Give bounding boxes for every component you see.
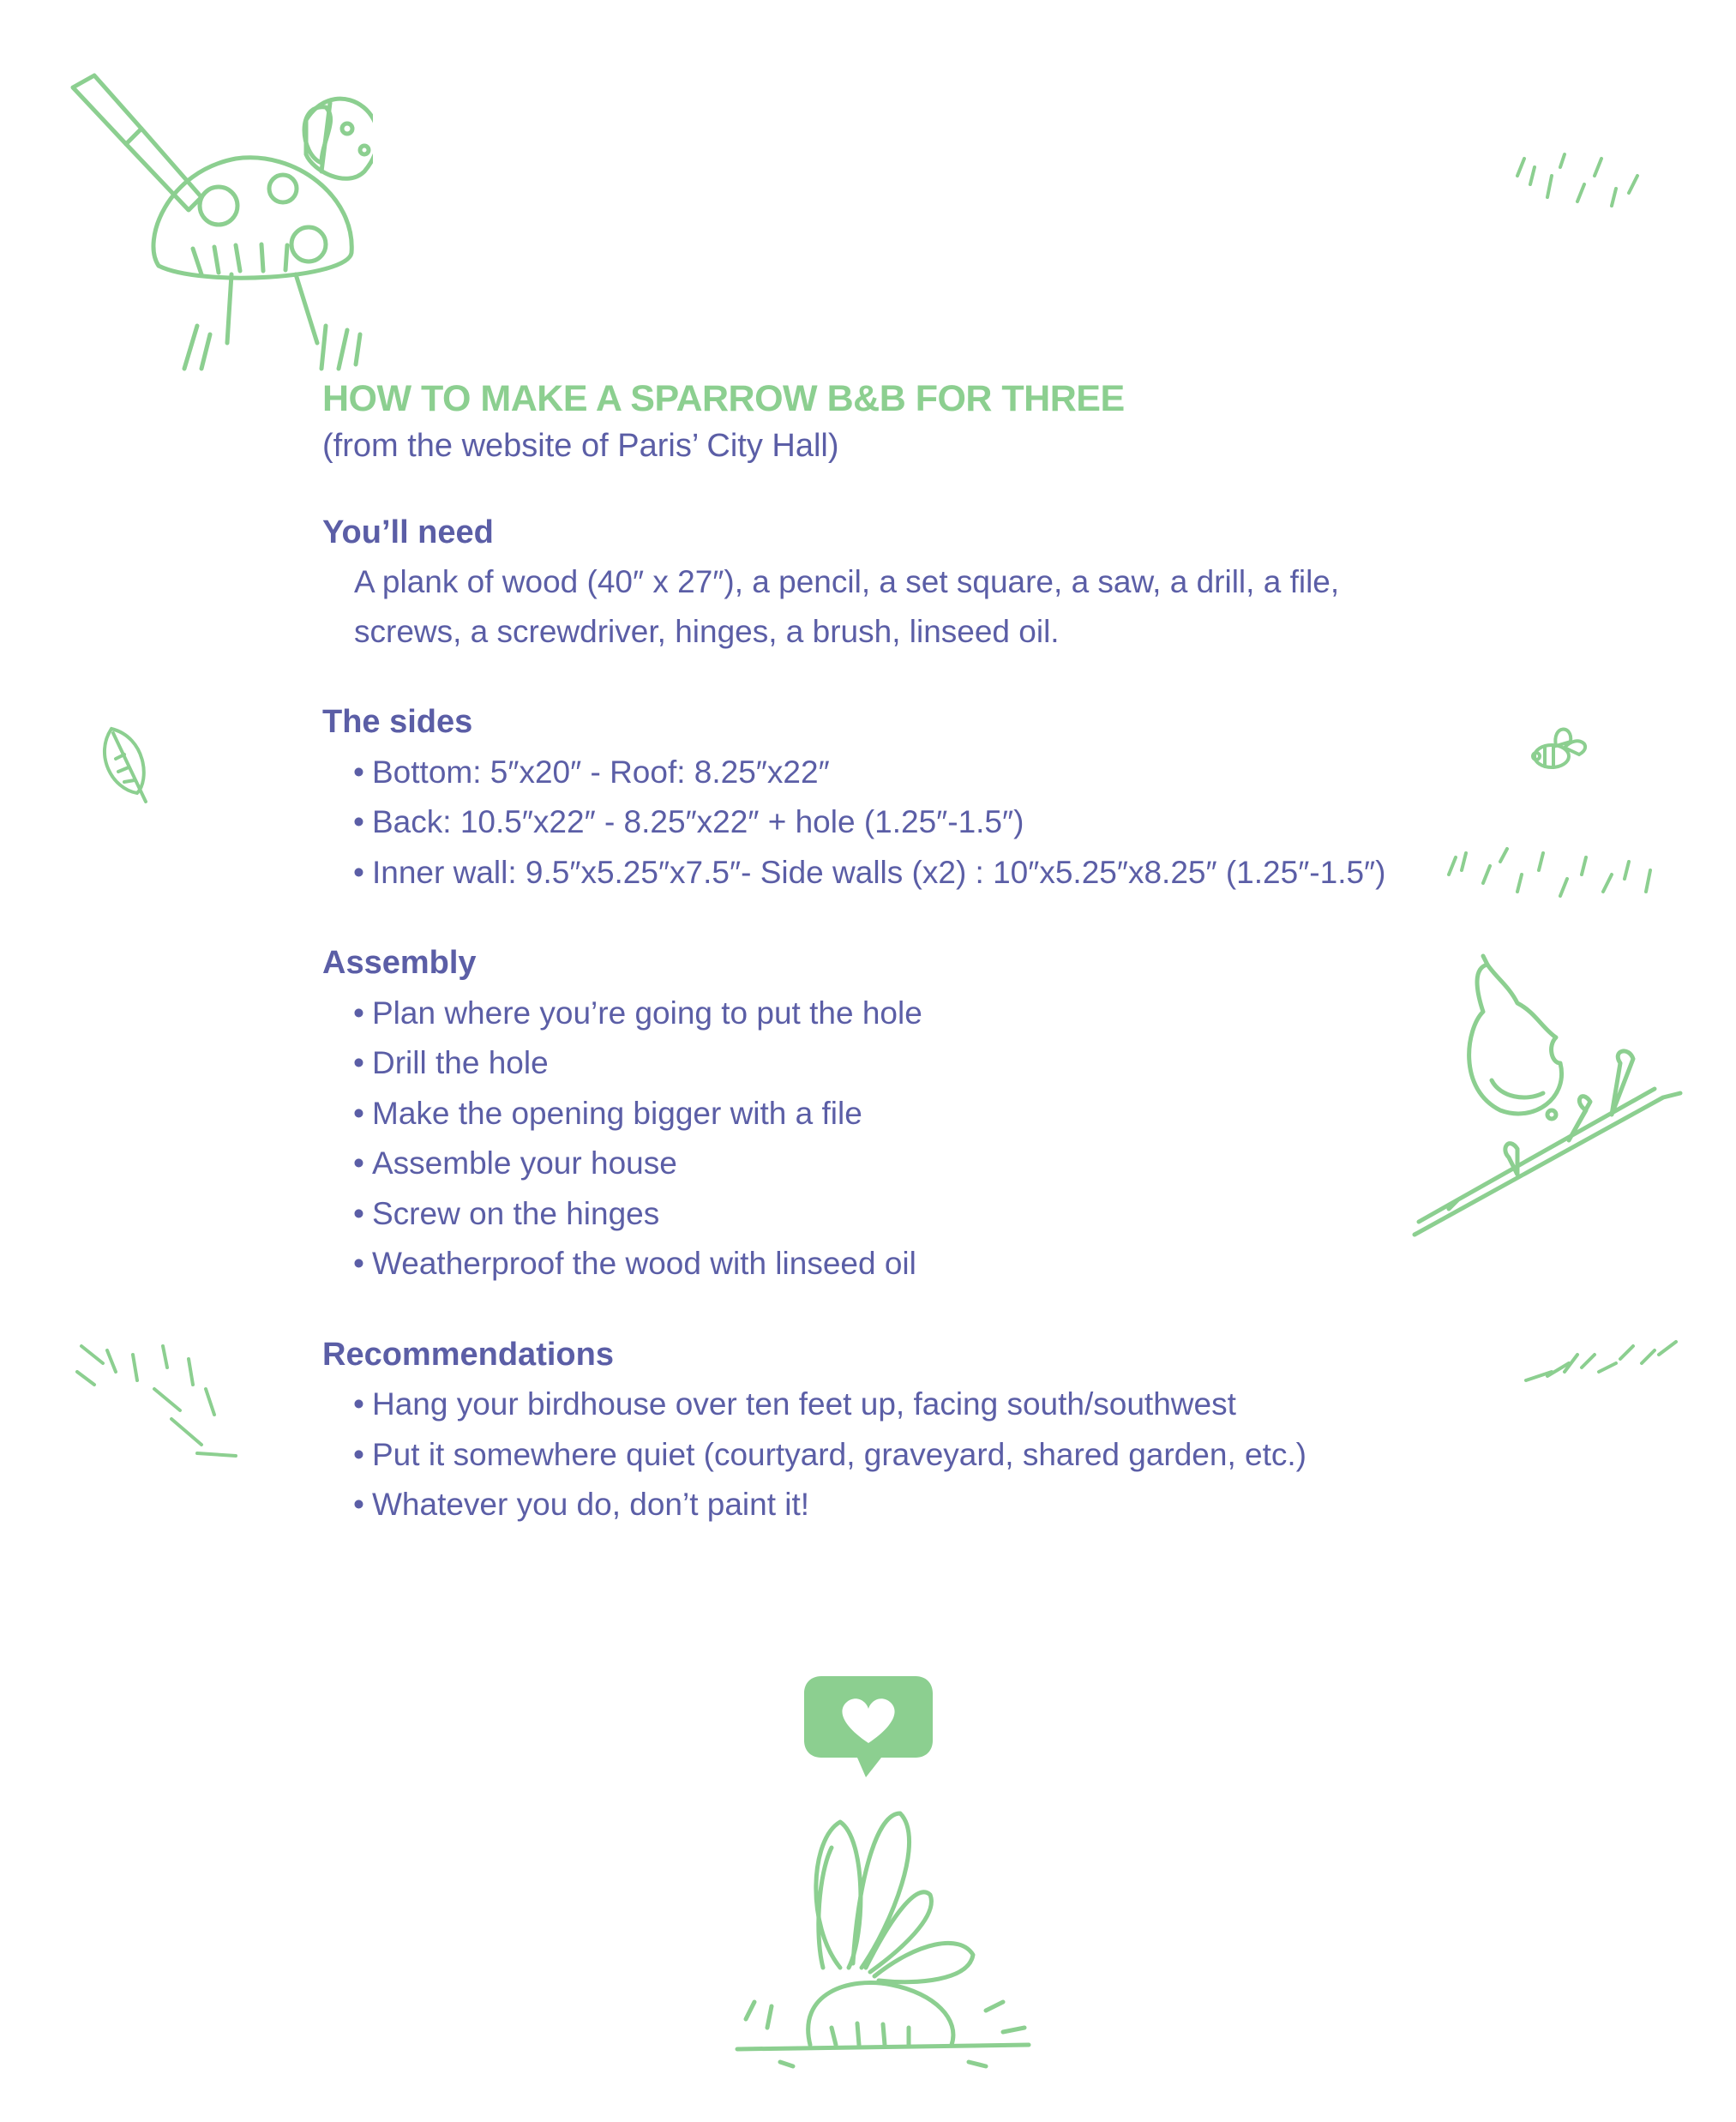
- recommendations-list: [322, 1380, 1557, 1530]
- list-item: • Put it somewhere quiet (courtyard, graveyard, shared garden, etc.): [353, 1436, 1307, 1472]
- section-assembly: [322, 942, 1557, 1289]
- list-item: • Screw on the hinges: [353, 1195, 660, 1231]
- grass-icon: [69, 1338, 249, 1458]
- list-item: • Make the opening bigger with a file: [353, 1095, 862, 1131]
- list-item: • Assemble your house: [353, 1145, 677, 1181]
- section-heading: Recommendations: [322, 1336, 614, 1373]
- leaf-icon: [94, 720, 154, 806]
- list-item: • Back: 10.5″x22″ - 8.25″x22″ + hole (1.25″-1.5″): [353, 804, 1024, 840]
- list-item: • Bottom: 5″x20″ - Roof: 8.25″x22″: [353, 754, 830, 790]
- assembly-list: [322, 989, 1557, 1289]
- list-item: • Whatever you do, don’t paint it!: [353, 1487, 810, 1523]
- list-item: • Weatherproof the wood with linseed oil: [353, 1246, 916, 1282]
- mushroom-knife-butterfly-icon: [64, 69, 373, 377]
- section-you-will-need: [322, 512, 1557, 657]
- section-heading: The sides: [322, 704, 473, 741]
- section-the-sides: [322, 701, 1557, 898]
- section-heading: Assembly: [322, 945, 477, 982]
- section-recommendations: [322, 1334, 1557, 1530]
- list-item: • Inner wall: 9.5″x5.25″x7.5″- Side walls (x2) : 10″x5.25″x8.25″ (1.25″-1.5″): [353, 854, 1386, 890]
- section-heading: You’ll need: [322, 514, 494, 550]
- list-item: • Plan where you’re going to put the hole: [353, 995, 922, 1031]
- sides-list: [322, 748, 1557, 899]
- page-subtitle: (from the website of Paris’ City Hall): [322, 427, 839, 464]
- materials-paragraph: A plank of wood (40″ x 27″), a pencil, a set square, a saw, a drill, a file, screws, a screwdriver, hinges, a brush, linseed oil.: [354, 564, 1340, 650]
- page-title: HOW TO MAKE A SPARROW B&B FOR THREE: [322, 378, 1125, 419]
- list-item: • Drill the hole: [353, 1045, 549, 1081]
- list-item: • Hang your birdhouse over ten feet up, facing south/southwest: [353, 1386, 1236, 1422]
- heart-speech-bubble-icon: [804, 1676, 933, 1779]
- grass-icon: [1509, 150, 1646, 219]
- document-body: [322, 377, 1557, 1530]
- beet-sprout-icon: [729, 1788, 1037, 2071]
